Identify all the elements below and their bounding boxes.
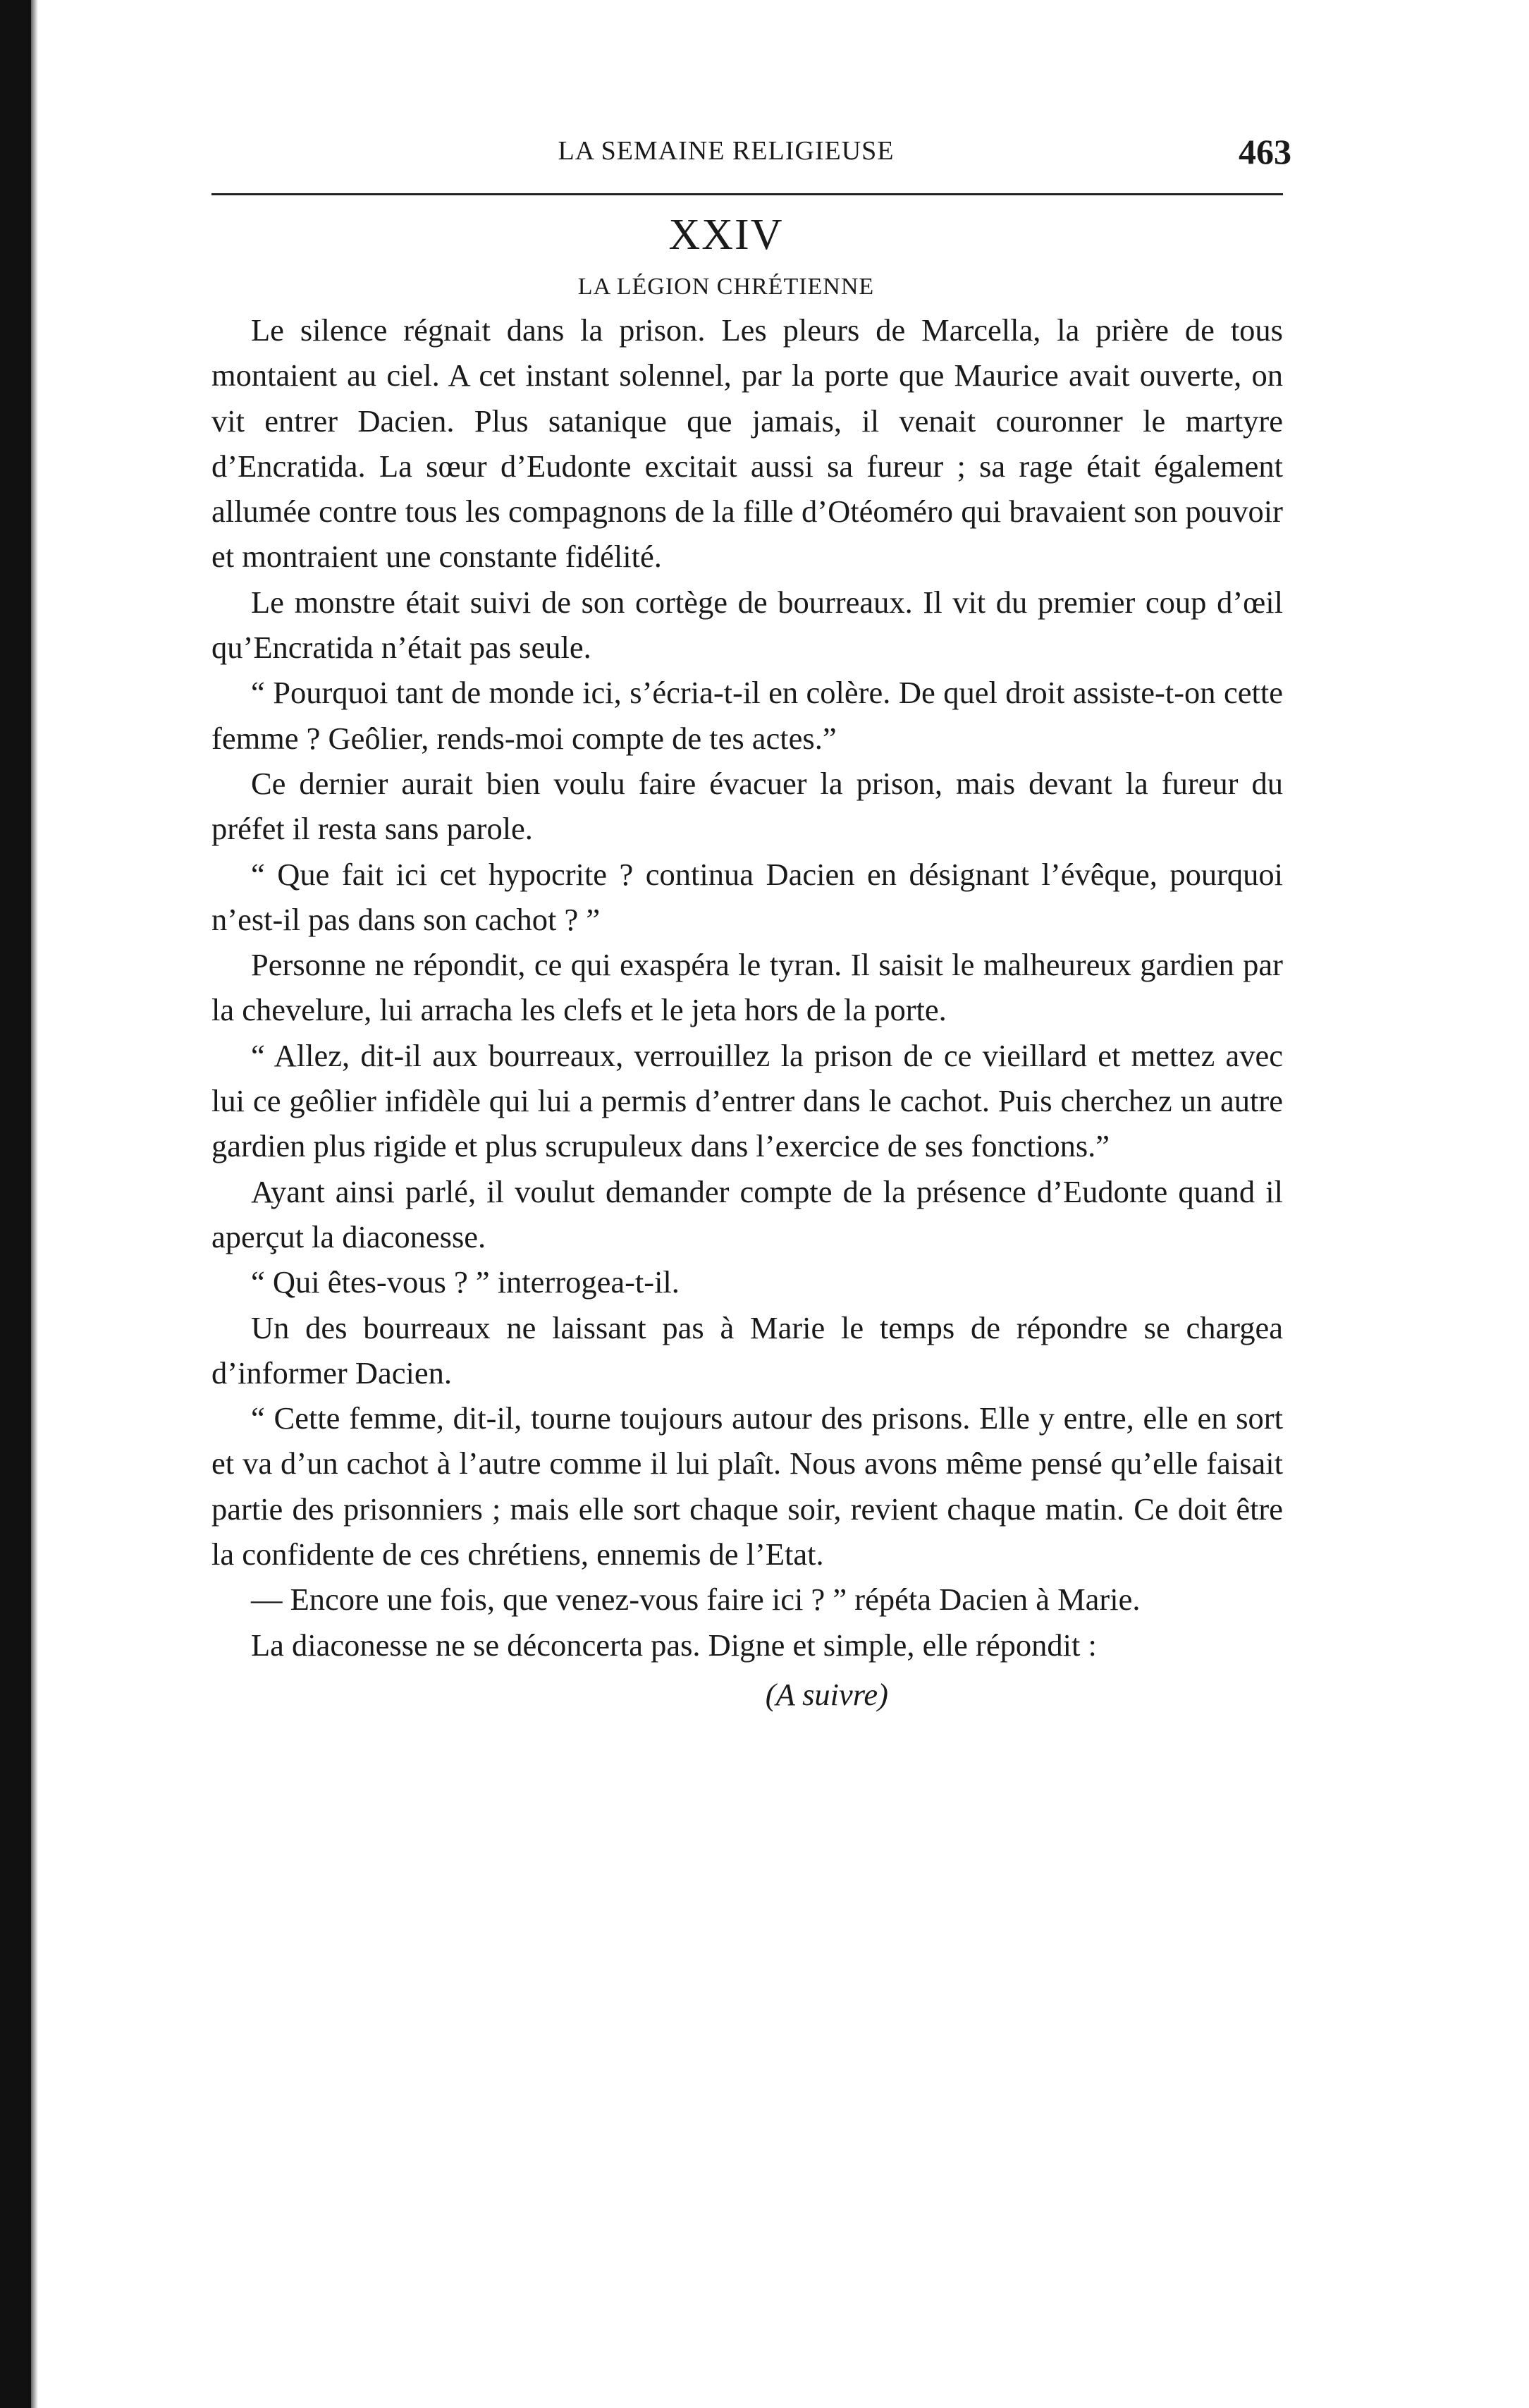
paragraph: Le monstre était suivi de son cortège de bourreaux. Il vit du premier coup d’œil qu’Encratida n’était pas seule. — [211, 584, 1283, 666]
header-rule — [211, 193, 1283, 195]
paragraph: Ce dernier aurait bien voulu faire évacuer la prison, mais devant la fureur du préfet il resta sans parole. — [211, 765, 1283, 847]
running-title: LA SEMAINE RELIGIEUSE — [558, 136, 895, 166]
paragraph: Ayant ainsi parlé, il voulut demander compte de la présence d’Eudonte quand il aperçut la diaconesse. — [211, 1173, 1283, 1254]
page-number: 463 — [1239, 132, 1291, 171]
paragraph: Le silence régnait dans la prison. Les pleurs de Marcella, la prière de tous montaient au ciel. A cet instant solennel, par la porte que Maurice avait ouverte, on vit entrer Dacien. Plus satanique que jamais, il venait couronner le martyre d’Encratida. La sœur d’Eudonte excitait aussi sa fureur ; sa rage était également allumée contre tous les compagnons de la fille d’Otéoméro qui bravaient son pouvoir et montraient une constante fidélité. — [211, 312, 1283, 575]
paragraph: La diaconesse ne se déconcerta pas. Digne et simple, elle répondit : — [251, 1627, 1097, 1663]
paragraph: “ Pourquoi tant de monde ici, s’écria-t-il en colère. De quel droit assiste-t-on cette femme ? Geôlier, rends-moi compte de tes actes.” — [211, 675, 1283, 756]
paragraph: Un des bourreaux ne laissant pas à Marie le temps de répondre se chargea d’informer Dacien. — [211, 1309, 1283, 1391]
body-text — [211, 307, 1283, 1717]
chapter-number: XXIV — [668, 211, 784, 259]
page-binding-edge — [0, 0, 31, 2408]
chapter-title: LA LÉGION CHRÉTIENNE — [577, 274, 875, 300]
paragraph: “ Que fait ici cet hypocrite ? continua Dacien en désignant l’évêque, pourquoi n’est-il pas dans son cachot ? ” — [211, 856, 1283, 937]
paragraph: “ Cette femme, dit-il, tourne toujours autour des prisons. Elle y entre, elle en sort et va d’un cachot à l’autre comme il lui plaît. Nous avons même pensé qu’elle faisait partie des prisonniers ; mais elle sort chaque soir, revient chaque matin. Ce doit être la confidente de ces chrétiens, ennemis de l’Etat. — [211, 1400, 1283, 1572]
binding-shadow — [31, 0, 38, 2408]
paragraph: — Encore une fois, que venez-vous faire ici ? ” répéta Dacien à Marie. — [251, 1582, 1141, 1618]
paragraph: “ Allez, dit-il aux bourreaux, verrouillez la prison de ce vieillard et mettez avec lui ce geôlier infidèle qui lui a permis d’entrer dans le cachot. Puis cherchez un autre gardien plus rigide et plus scrupuleux dans l’exercice de ses fonctions.” — [211, 1037, 1283, 1164]
continued-note: (A suivre) — [765, 1676, 888, 1712]
paragraph: Personne ne répondit, ce qui exaspéra le tyran. Il saisit le malheureux gardien par la chevelure, lui arracha les clefs et le jeta hors de la porte. — [211, 947, 1283, 1028]
page — [211, 0, 1304, 2408]
paragraph: “ Qui êtes-vous ? ” interrogea-t-il. — [251, 1264, 680, 1300]
running-head — [211, 131, 1304, 173]
